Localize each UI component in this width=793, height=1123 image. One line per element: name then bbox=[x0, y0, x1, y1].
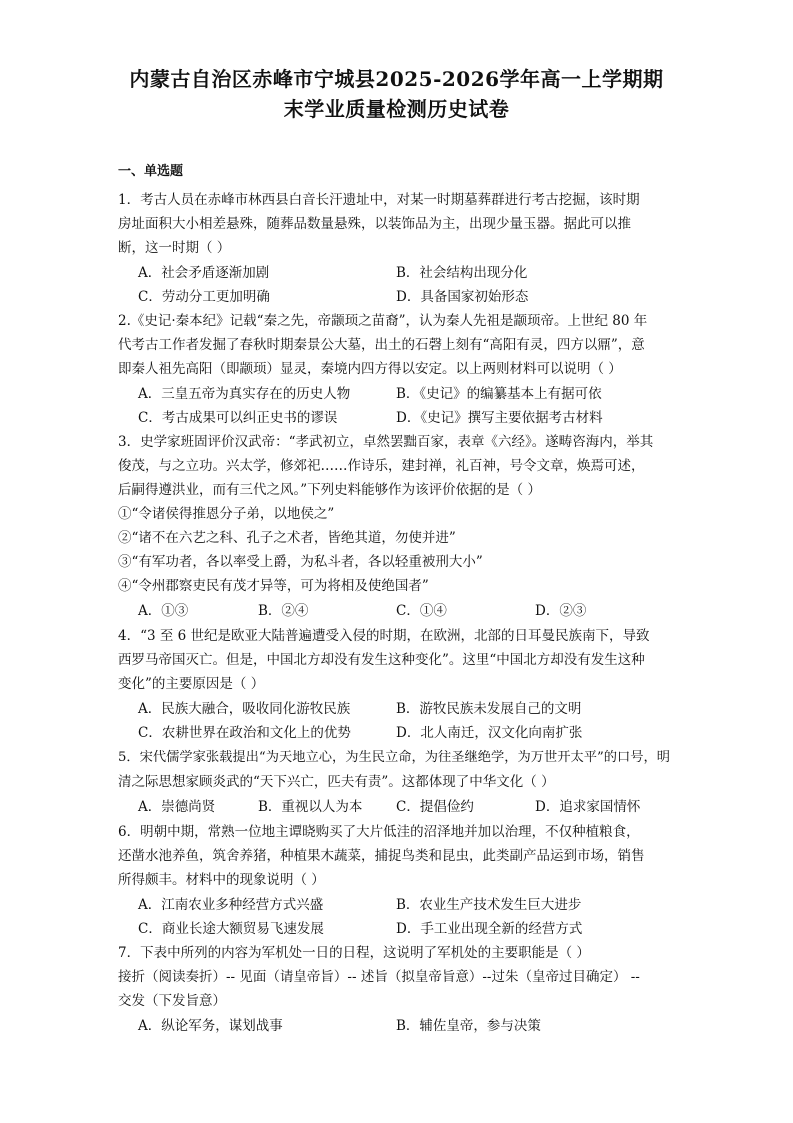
q4-option-b: B．游牧民族未发展自己的文明 bbox=[396, 701, 582, 717]
exam-title-line-2: 末学业质量检测历史试卷 bbox=[283, 97, 510, 121]
q2-text-line: 代考古工作者发掘了春秋时期秦景公大墓，出土的石磬上刻有“高阳有灵，四方以鼏”，意 bbox=[118, 337, 645, 353]
q3-source-1: ①“令诸侯得推恩分子弟，以地侯之” bbox=[118, 506, 335, 522]
q4-text-line: 变化”的主要原因是（ ） bbox=[118, 676, 265, 692]
q1-text-line: 1．考古人员在赤峰市林西县白音长汗遗址中，对某一时期墓葬群进行考古挖掘，该时期 bbox=[118, 192, 640, 208]
q7-option-b: B．辅佐皇帝，参与决策 bbox=[396, 1018, 541, 1034]
q6-text-line: 6．明朝中期，常熟一位地主谭晓购买了大片低洼的沼泽地并加以治理，不仅种植粮食， bbox=[118, 824, 640, 840]
q5-option-b: B．重视以人为本 bbox=[258, 799, 363, 815]
q1-option-a: A．社会矛盾逐渐加剧 bbox=[138, 265, 270, 281]
q7-option-a: A．纵论军务，谋划战事 bbox=[138, 1018, 283, 1034]
q4-option-d: D．北人南迁，汉文化向南扩张 bbox=[396, 725, 583, 741]
exam-title-line-1: 内蒙古自治区赤峰市宁城县2025-2026学年高一上学期期 bbox=[129, 67, 664, 91]
q3-source-2: ②“诸不在六艺之科、孔子之术者，皆绝其道，勿使并进” bbox=[118, 530, 456, 546]
q5-option-c: C．提倡俭约 bbox=[396, 799, 474, 815]
q6-option-b: B．农业生产技术发生巨大进步 bbox=[396, 897, 582, 913]
q5-option-a: A．崇德尚贤 bbox=[138, 799, 216, 815]
q5-text-line: 5．宋代儒学家张载提出“为天地立心，为生民立命，为往圣继绝学，为万世开太平”的口号，明 bbox=[118, 750, 670, 765]
q2-option-b: B．《史记》的编纂基本上有据可依 bbox=[396, 386, 602, 402]
q4-text-line: 西罗马帝国灭亡。但是，中国北方却没有发生这种变化”。这里“中国北方却没有发生这种 bbox=[118, 652, 645, 668]
q1-text-line: 房址面积大小相差悬殊，随葬品数量悬殊，以装饰品为主，出现少量玉器。据此可以推 bbox=[118, 216, 631, 232]
q2-option-d: D．《史记》撰写主要依据考古材料 bbox=[396, 410, 603, 426]
q3-option-c: C．①④ bbox=[396, 603, 447, 619]
q7-text-line: 交发（下发旨意） bbox=[118, 993, 226, 1009]
q4-text-line: 4．“3 至 6 世纪是欧亚大陆普遍遭受入侵的时期，在欧洲，北部的日耳曼民族南下，导致 bbox=[118, 628, 650, 644]
q6-text-line: 所得颇丰。材料中的现象说明（ ） bbox=[118, 872, 325, 888]
q2-option-c: C．考古成果可以纠正史书的谬误 bbox=[138, 410, 338, 426]
q3-text-line: 俊茂，与之立功。兴太学，修郊祀……作诗乐，建封禅，礼百神，号令文章，焕焉可述， bbox=[118, 458, 645, 474]
q3-option-a: A．①③ bbox=[138, 603, 189, 619]
q3-option-d: D．②③ bbox=[535, 603, 587, 619]
q1-option-c: C．劳动分工更加明确 bbox=[138, 289, 270, 305]
q3-option-b: B．②④ bbox=[258, 603, 309, 619]
q4-option-c: C．农耕世界在政治和文化上的优势 bbox=[138, 725, 351, 741]
q7-text-line: 接折（阅读奏折）-- 见面（请皇帝旨）-- 述旨（拟皇帝旨意）--过朱（皇帝过目确定） -- bbox=[118, 969, 640, 985]
q6-option-a: A．江南农业多种经营方式兴盛 bbox=[138, 897, 324, 913]
q7-text-line: 7．下表中所列的内容为军机处一日的日程，这说明了军机处的主要职能是（ ） bbox=[118, 945, 590, 961]
q1-option-d: D．具备国家初始形态 bbox=[396, 289, 529, 305]
q1-option-b: B．社会结构出现分化 bbox=[396, 265, 528, 281]
q5-option-d: D．追求家国情怀 bbox=[535, 799, 641, 815]
q3-text-line: 后嗣得遵洪业，而有三代之风。”下列史料能够作为该评价依据的是（ ） bbox=[118, 482, 541, 498]
q1-text-line: 断，这一时期（ ） bbox=[118, 240, 231, 256]
q6-text-line: 还凿水池养鱼，筑舍养猪，种植果木蔬菜，捕捉鸟类和昆虫，此类副产品运到市场，销售 bbox=[118, 848, 645, 864]
q2-text-line: 2.《史记·秦本纪》记载“秦之先，帝颛顼之苗裔”，认为秦人先祖是颛顼帝。上世纪 80 年 bbox=[118, 313, 648, 329]
q6-option-d: D．手工业出现全新的经营方式 bbox=[396, 921, 583, 937]
q4-option-a: A．民族大融合，吸收同化游牧民族 bbox=[138, 701, 351, 717]
q2-option-a: A．三皇五帝为真实存在的历史人物 bbox=[138, 386, 351, 402]
q2-text-line: 即秦人祖先高阳（即颛顼）显灵，秦境内四方得以安定。以上两则材料可以说明（ ） bbox=[118, 361, 622, 377]
section-heading: 一、单选题 bbox=[118, 164, 184, 179]
q3-text-line: 3．史学家班固评价汉武帝：“孝武初立，卓然罢黜百家，表章《六经》。遂畴咨海内，举其 bbox=[118, 434, 654, 450]
q6-option-c: C．商业长途大额贸易飞速发展 bbox=[138, 921, 324, 937]
q3-source-3: ③“有军功者，各以率受上爵，为私斗者，各以轻重被刑大小” bbox=[118, 554, 483, 570]
q3-source-4: ④“令州郡察吏民有茂才异等，可为将相及使绝国者” bbox=[118, 578, 429, 594]
q5-text-line: 清之际思想家顾炎武的“天下兴亡，匹夫有责”。这都体现了中华文化（ ） bbox=[118, 774, 555, 790]
